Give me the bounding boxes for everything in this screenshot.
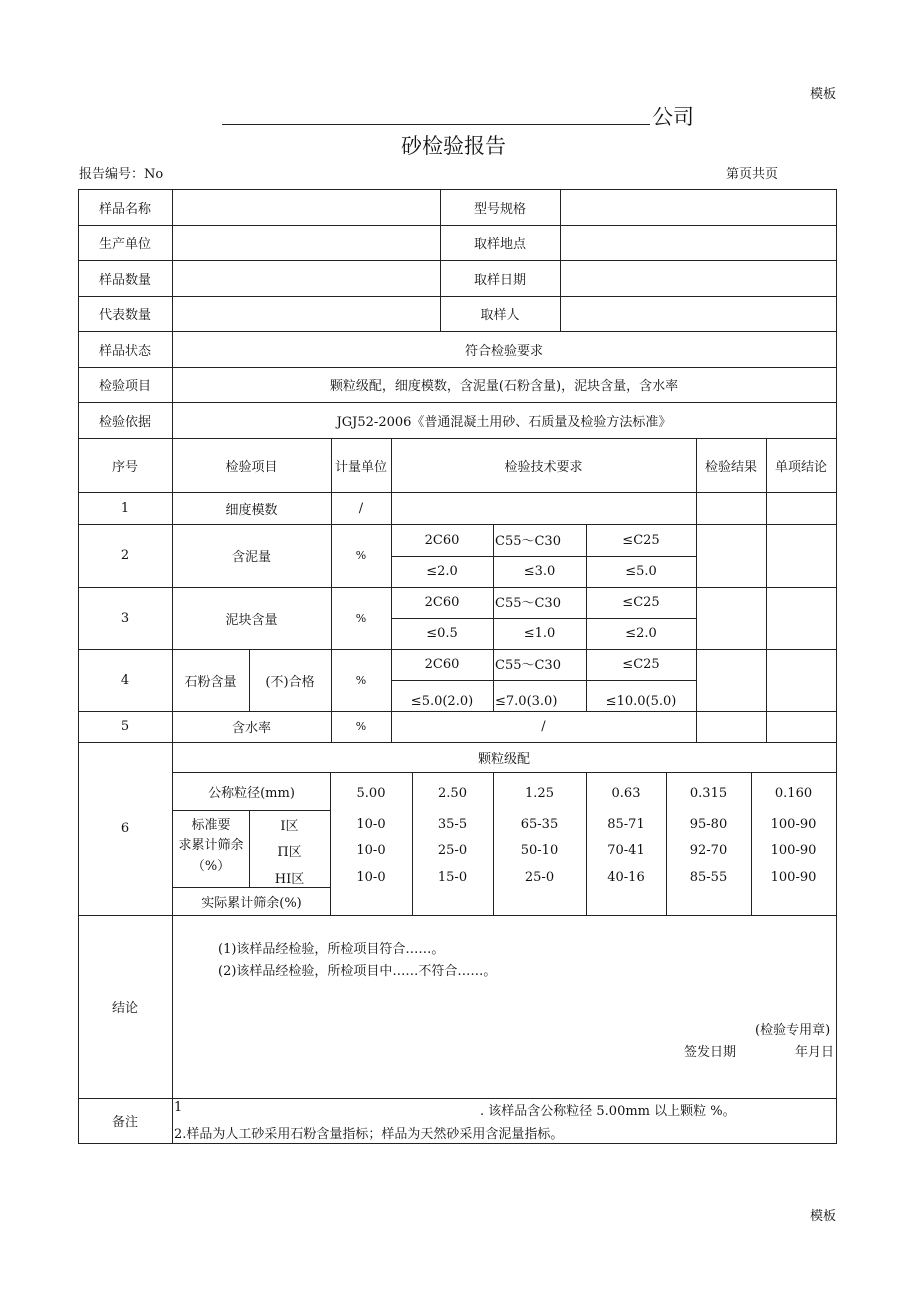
- zone3-v4: 40-16: [607, 869, 645, 885]
- report-no-label: 报告编号：No: [79, 167, 164, 182]
- report-title: 砂检验报告: [401, 134, 506, 158]
- sample-qty-label: 样品数量: [98, 272, 151, 288]
- conclusion-line-2: (2)该样品经检验，所检项目中……不符合……。: [218, 964, 497, 979]
- template-label-bottom: 模板: [810, 1209, 837, 1224]
- grading-size-label: 公称粒径(mm): [208, 785, 295, 801]
- basis-value: JGJ52-2006《普通混凝土用砂、石质量及检验方法标准》: [336, 414, 672, 430]
- row3-no: 3: [120, 610, 130, 626]
- size-2: 2.50: [438, 785, 467, 801]
- row2-grade3: ≤C25: [622, 532, 660, 548]
- row2-item: 含泥量: [231, 550, 271, 565]
- row2-limit2: ≤3.0: [523, 564, 556, 579]
- row4-limit2: ≤7.0(3.0): [495, 694, 558, 709]
- row2-no: 2: [120, 548, 130, 563]
- row2-grade2: C55～C30: [495, 533, 561, 549]
- row3-limit2: ≤1.0: [523, 626, 556, 641]
- row5-item: 含水率: [231, 721, 271, 736]
- zone2-v4: 70-41: [607, 842, 645, 858]
- zone3-v2: 15-0: [437, 869, 468, 885]
- row3-item: 泥块含量: [225, 612, 278, 628]
- zone1-v5: 95-80: [689, 816, 728, 832]
- sample-state-value: 符合检验要求: [464, 343, 543, 359]
- row1-unit: /: [358, 500, 364, 516]
- header-requirement: 检验技术要求: [504, 459, 583, 475]
- row4-grade1: 2C60: [424, 657, 460, 672]
- std-label-3: （%）: [191, 859, 231, 874]
- zone3-v6: 100-90: [770, 869, 817, 885]
- remarks-line-1-prefix: 1: [174, 1100, 183, 1115]
- company-suffix: 公司: [652, 105, 694, 129]
- sample-state-label: 样品状态: [98, 343, 151, 359]
- row4-limit1: ≤5.0(2.0): [410, 694, 474, 709]
- header-no: 序号: [111, 459, 138, 475]
- row3-grade2: C55～C30: [495, 596, 561, 611]
- std-label-2: 求累计筛余: [178, 838, 244, 853]
- row1-item: 细度模数: [225, 502, 278, 518]
- conclusion-label: 结论: [111, 1001, 138, 1016]
- remarks-line-1-text: . 该样品含公称粒径 5.00mm 以上颗粒 %。: [480, 1104, 736, 1119]
- remarks-line-2: 2.样品为人工砂采用石粉含量指标；样品为天然砂采用含泥量指标。: [174, 1127, 564, 1142]
- remarks-label: 备注: [111, 1115, 138, 1130]
- zone3-v5: 85-55: [689, 869, 728, 885]
- zone2-v3: 50-10: [520, 842, 559, 858]
- size-1: 5.00: [356, 785, 386, 801]
- company-name-blank: [222, 124, 650, 125]
- row2-limit1: ≤2.0: [426, 564, 458, 579]
- conclusion-line-1: (1)该样品经检验，所检项目符合……。: [218, 942, 445, 957]
- header-result: 检验结果: [704, 459, 757, 475]
- size-5: 0.315: [689, 785, 728, 801]
- zone2-v5: 92-70: [689, 842, 728, 858]
- row6-no: 6: [120, 821, 130, 836]
- zone3-label: HI区: [274, 871, 305, 887]
- row5-unit: %: [355, 720, 367, 733]
- size-3: 1.25: [525, 785, 554, 801]
- zone3-v1: 10-0: [356, 869, 386, 885]
- sampling-date-label: 取样日期: [473, 272, 526, 288]
- items-value: 颗粒级配，细度模数，含泥量(石粉含量)，泥块含量，含水率: [329, 379, 679, 394]
- row3-grade1: 2C60: [424, 595, 460, 610]
- inspection-stamp: (检验专用章): [755, 1023, 831, 1038]
- items-label: 检验项目: [98, 379, 151, 394]
- header-unit: 计量单位: [334, 459, 387, 475]
- row4-no: 4: [120, 672, 130, 688]
- std-label-1: 标准要: [191, 818, 231, 833]
- row4-unit: %: [355, 673, 367, 687]
- issue-date-format: 年月日: [795, 1045, 835, 1060]
- row3-unit: %: [355, 611, 367, 625]
- zone2-v2: 25-0: [437, 842, 468, 858]
- zone2-v1: 10-0: [356, 842, 386, 858]
- zone1-v2: 35-5: [437, 816, 468, 832]
- sample-name-label: 样品名称: [98, 201, 151, 217]
- row4-limit3: ≤10.0(5.0): [605, 694, 677, 709]
- row2-grade1: 2C60: [424, 532, 460, 548]
- size-4: 0.63: [611, 785, 641, 801]
- issue-date-label: 签发日期: [684, 1045, 737, 1060]
- zone1-v3: 65-35: [520, 816, 559, 832]
- row5-no: 5: [120, 719, 130, 734]
- zone2-v6: 100-90: [770, 842, 817, 858]
- header-item: 检验项目: [225, 459, 278, 475]
- row3-limit1: ≤0.5: [426, 626, 458, 641]
- row4-item: 石粉含量: [184, 674, 237, 690]
- row2-unit: %: [355, 549, 367, 562]
- row3-limit3: ≤2.0: [625, 626, 657, 641]
- producer-label: 生产单位: [98, 237, 151, 252]
- actual-residue-label: 实际累计筛余(%): [201, 896, 302, 911]
- page-label: 第页共页: [726, 167, 779, 182]
- zone3-v3: 25-0: [524, 869, 555, 885]
- row4-sub: (不)合格: [265, 674, 315, 690]
- zone2-label: П区: [277, 844, 302, 860]
- zone1-label: I区: [280, 818, 299, 834]
- row1-no: 1: [120, 500, 130, 516]
- row4-grade2: C55～C30: [495, 658, 561, 673]
- zone1-v4: 85-71: [607, 816, 645, 832]
- grading-title: 颗粒级配: [477, 751, 530, 767]
- sampling-place-label: 取样地点: [473, 237, 526, 252]
- row3-grade3: ≤C25: [622, 595, 660, 610]
- row5-requirement: /: [541, 719, 546, 734]
- sampler-label: 取样人: [480, 308, 520, 323]
- row2-limit3: ≤5.0: [625, 564, 657, 579]
- zone1-v1: 10-0: [356, 816, 386, 832]
- template-label-top: 模板: [810, 87, 837, 102]
- header-conclusion: 单项结论: [774, 459, 827, 475]
- row4-grade3: ≤C25: [622, 657, 660, 672]
- size-6: 0.160: [774, 785, 813, 801]
- basis-label: 检验依据: [98, 414, 151, 430]
- model-spec-label: 型号规格: [473, 201, 526, 217]
- rep-qty-label: 代表数量: [98, 308, 151, 323]
- zone1-v6: 100-90: [770, 816, 817, 832]
